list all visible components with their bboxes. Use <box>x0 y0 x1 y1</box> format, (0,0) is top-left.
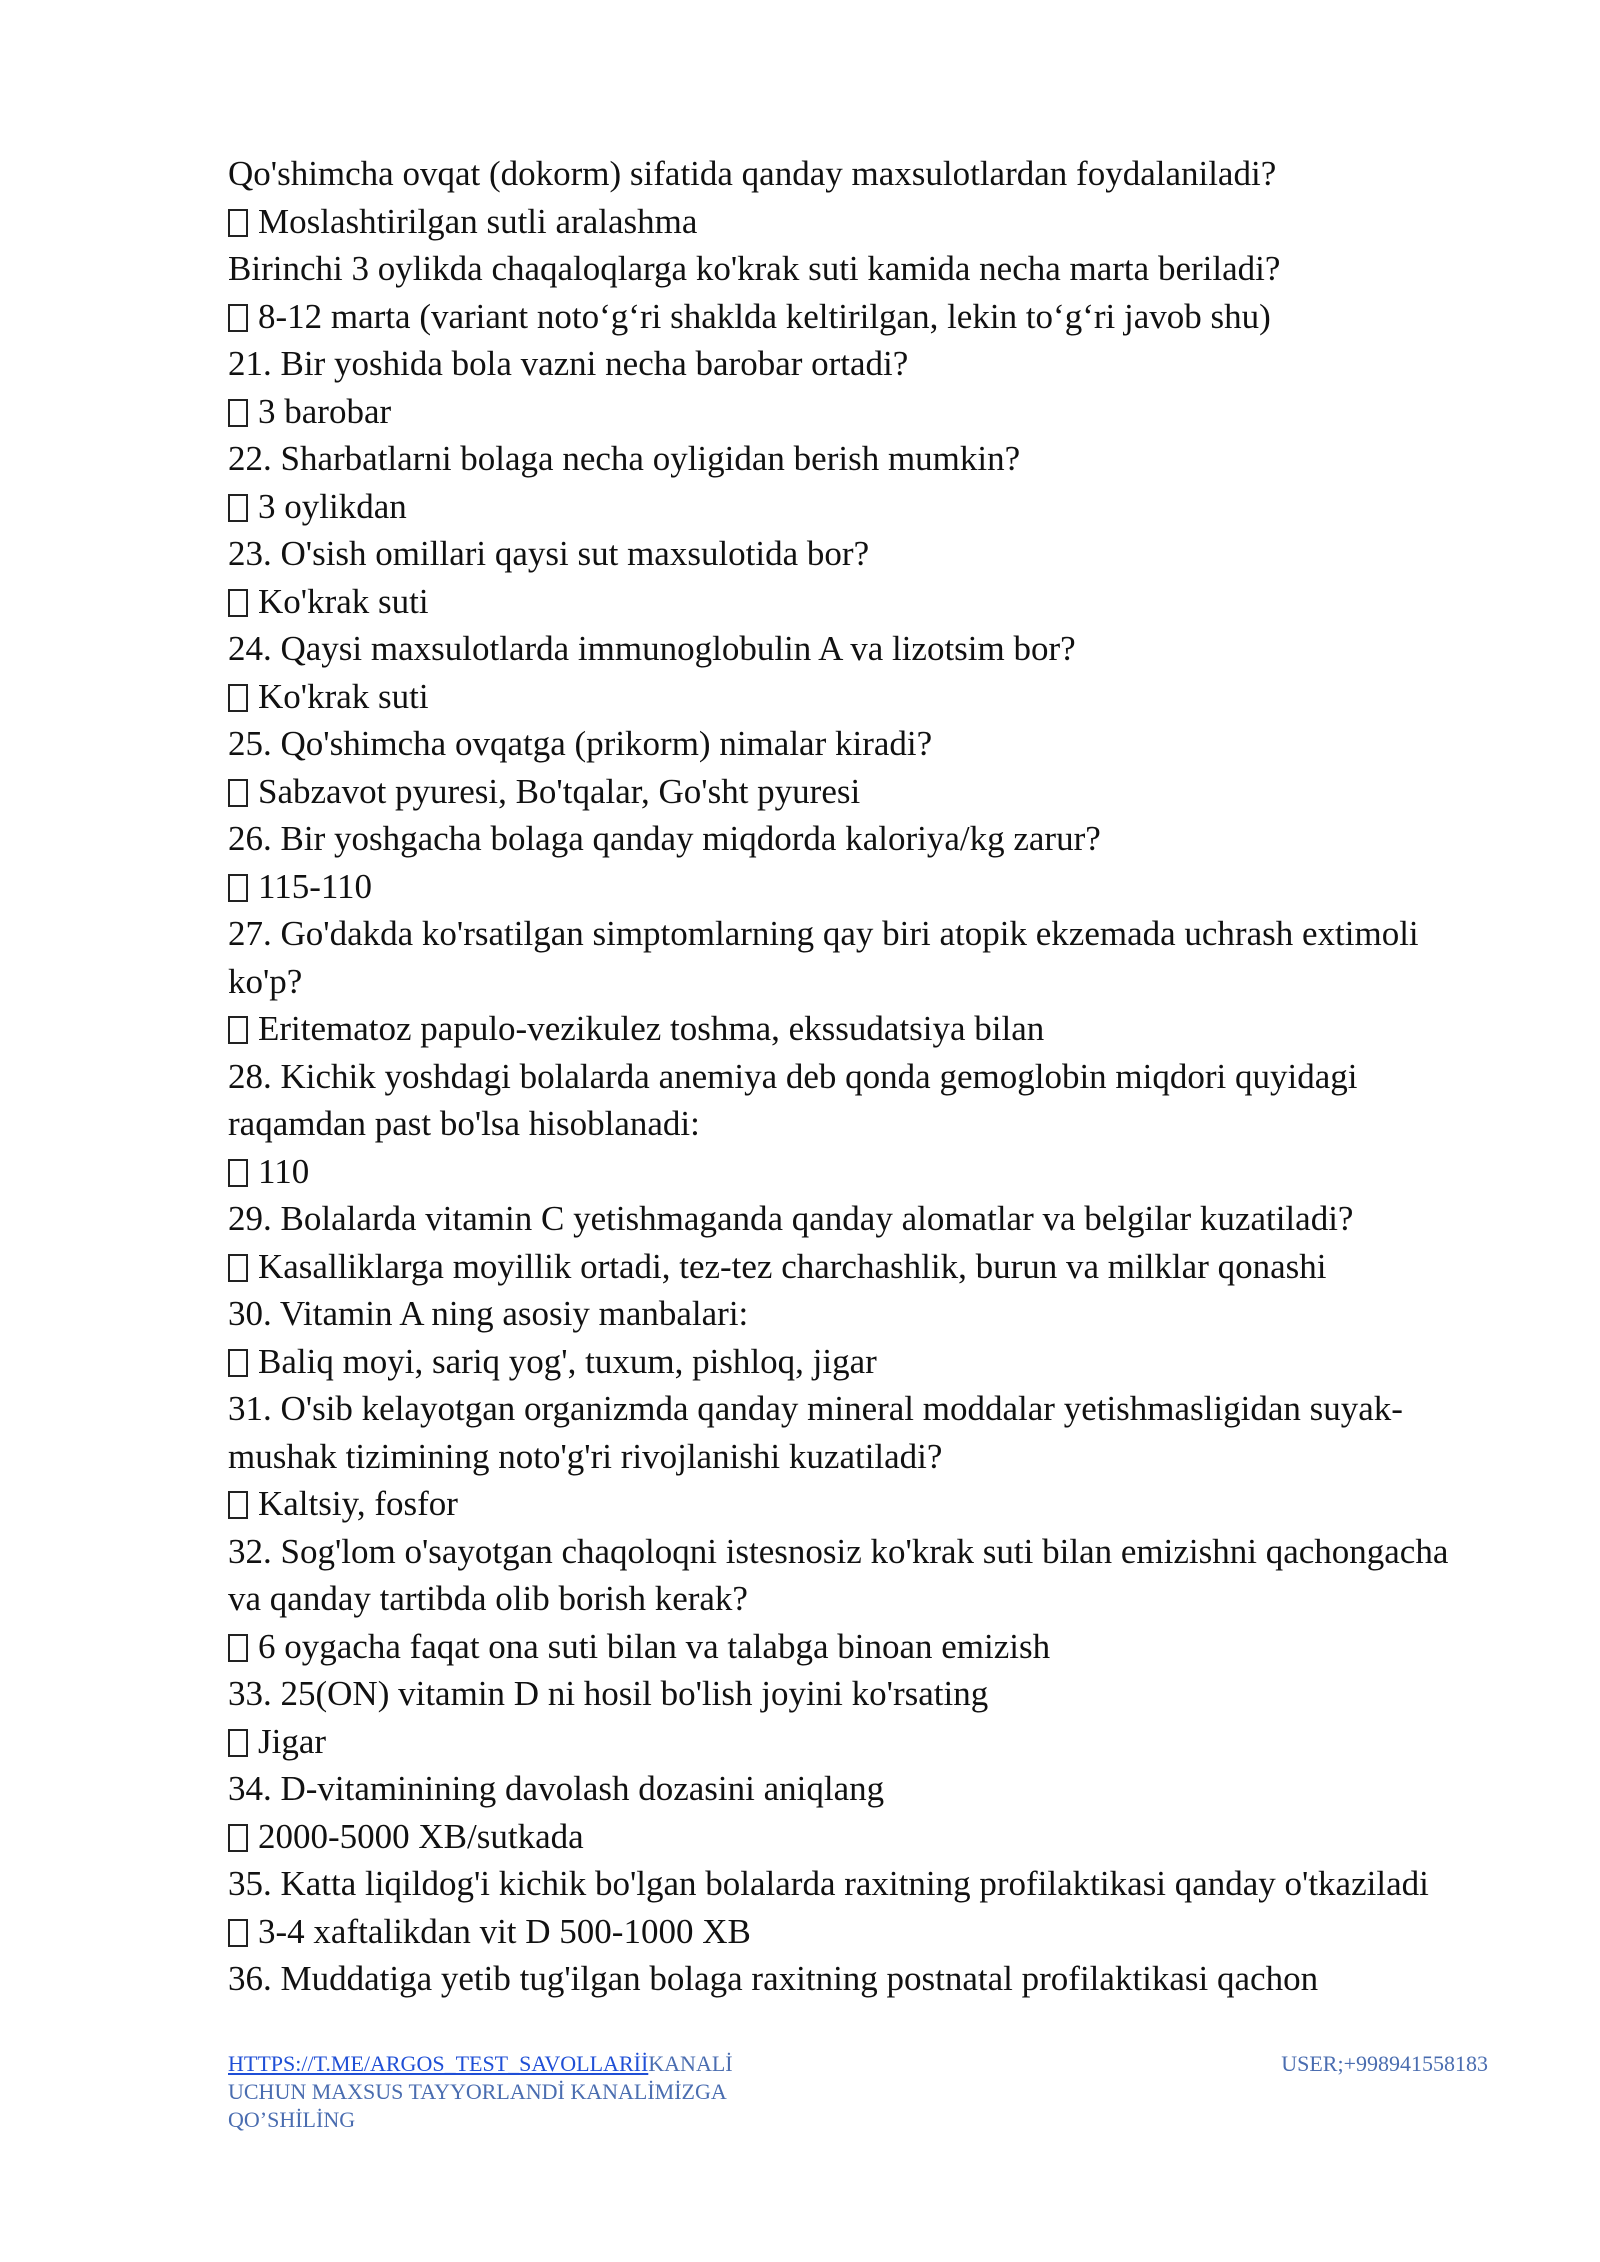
question-text: 36. Muddatiga yetib tug'ilgan bolaga raxitning postnatal profilaktikasi qachon <box>228 1959 1319 1998</box>
missing-glyph-box-icon <box>228 1729 248 1757</box>
answer-text: Baliq moyi, sariq yog', tuxum, pishloq, jigar <box>258 1341 877 1381</box>
question-text: 34. D-vitaminining davolash dozasini aniqlang <box>228 1769 885 1808</box>
question-text: 22. Sharbatlarni bolaga necha oyligidan berish mumkin? <box>228 439 1021 478</box>
question-text: 32. Sog'lom o'sayotgan chaqoloqni istesnosiz ko'krak suti bilan emizishni qachongacha va qanday tartibda olib borish kerak? <box>228 1531 1449 1618</box>
missing-glyph-box-icon <box>228 209 248 237</box>
answer-row <box>228 1623 1468 1671</box>
question-text: 26. Bir yoshgacha bolaga qanday miqdorda kaloriya/kg zarur? <box>228 819 1101 858</box>
document-body <box>228 150 1468 2003</box>
answer-row <box>228 198 1468 246</box>
answer-text: Ko'krak suti <box>258 581 429 621</box>
missing-glyph-box-icon <box>228 779 248 807</box>
answer-row <box>228 1005 1468 1053</box>
answer-row <box>228 1813 1468 1861</box>
footer-user-contact: USER;+998941558183 <box>1281 2051 1488 2076</box>
footer-channel-text: KANALİ UCHUN MAXSUS TAYYORLANDİ KANALİMİZGA QO’SHİLİNG <box>228 2051 733 2132</box>
question-text: 25. Qo'shimcha ovqatga (prikorm) nimalar kiradi? <box>228 724 933 763</box>
missing-glyph-box-icon <box>228 589 248 617</box>
answer-text: Kaltsiy, fosfor <box>258 1484 458 1523</box>
answer-text: 110 <box>258 1151 310 1191</box>
missing-glyph-box-icon <box>228 1634 248 1662</box>
missing-glyph-box-icon <box>228 399 248 427</box>
question-text: 23. O'sish omillari qaysi sut maxsulotida bor? <box>228 534 870 573</box>
answer-text: 6 oygacha faqat ona suti bilan va talabga binoan emizish <box>258 1626 1051 1666</box>
answer-text: 2000-5000 XB/sutkada <box>258 1816 584 1856</box>
answer-text: Jigar <box>258 1721 327 1761</box>
missing-glyph-box-icon <box>228 1824 248 1852</box>
question-text: 24. Qaysi maxsulotlarda immunoglobulin A va lizotsim bor? <box>228 629 1076 668</box>
telegram-link[interactable]: HTTPS://T.ME/ARGOS_TEST_SAVOLLARİİ <box>228 2051 649 2076</box>
missing-glyph-box-icon <box>228 494 248 522</box>
missing-glyph-box-icon <box>228 1491 248 1519</box>
question-text: 33. 25(ON) vitamin D ni hosil bo'lish joyini ko'rsating <box>228 1674 989 1713</box>
question-text: 27. Go'dakda ko'rsatilgan simptomlarning qay biri atopik ekzemada uchrash extimoli ko'p? <box>228 914 1419 1001</box>
answer-row <box>228 293 1468 341</box>
answer-text: Kasalliklarga moyillik ortadi, tez-tez charchashlik, burun va milklar qonashi <box>258 1246 1327 1286</box>
missing-glyph-box-icon <box>228 874 248 902</box>
question-text: 28. Kichik yoshdagi bolalarda anemiya deb qonda gemoglobin miqdori quyidagi raqamdan past bo'lsa hisoblanadi: <box>228 1056 1358 1143</box>
question-text: 21. Bir yoshida bola vazni necha barobar ortadi? <box>228 344 909 383</box>
answer-row <box>228 673 1468 721</box>
missing-glyph-box-icon <box>228 1159 248 1187</box>
answer-row <box>228 578 1468 626</box>
answer-row <box>228 1338 1468 1386</box>
answer-row <box>228 1480 1468 1528</box>
answer-text: Ko'krak suti <box>258 676 429 716</box>
missing-glyph-box-icon <box>228 684 248 712</box>
question-text: 31. O'sib kelayotgan organizmda qanday mineral moddalar yetishmasligidan suyak-mushak tizimining noto'g'ri rivojlanishi kuzatiladi? <box>228 1389 1403 1476</box>
answer-text: Moslashtirilgan sutli aralashma <box>258 201 698 241</box>
question-text: Birinchi 3 oylikda chaqaloqlarga ko'krak suti kamida necha marta beriladi? <box>228 249 1281 288</box>
question-text: 35. Katta liqildog'i kichik bo'lgan bolalarda raxitning profilaktikasi qanday o'tkaziladi <box>228 1864 1429 1903</box>
answer-text: 3 barobar <box>258 391 392 431</box>
answer-row <box>228 483 1468 531</box>
answer-row <box>228 1243 1468 1291</box>
answer-row <box>228 1148 1468 1196</box>
question-text: 30. Vitamin A ning asosiy manbalari: <box>228 1294 749 1333</box>
answer-text: Sabzavot pyuresi, Bo'tqalar, Go'sht pyuresi <box>258 771 861 811</box>
missing-glyph-box-icon <box>228 1254 248 1282</box>
answer-text: 8-12 marta (variant noto‘g‘ri shaklda keltirilgan, lekin to‘g‘ri javob shu) <box>258 296 1271 336</box>
answer-text: Eritematoz papulo-vezikulez toshma, ekssudatsiya bilan <box>258 1009 1045 1048</box>
missing-glyph-box-icon <box>228 304 248 332</box>
question-text: 29. Bolalarda vitamin C yetishmaganda qanday alomatlar va belgilar kuzatiladi? <box>228 1199 1354 1238</box>
answer-row <box>228 1908 1468 1956</box>
footer-left <box>228 2050 808 2134</box>
answer-text: 3 oylikdan <box>258 486 407 526</box>
missing-glyph-box-icon <box>228 1349 248 1377</box>
answer-row <box>228 1718 1468 1766</box>
answer-row <box>228 388 1468 436</box>
answer-row <box>228 863 1468 911</box>
answer-row <box>228 768 1468 816</box>
missing-glyph-box-icon <box>228 1016 248 1044</box>
question-text: Qo'shimcha ovqat (dokorm) sifatida qanday maxsulotlardan foydalaniladi? <box>228 154 1277 193</box>
missing-glyph-box-icon <box>228 1919 248 1947</box>
answer-text: 115-110 <box>258 866 373 906</box>
answer-text: 3-4 xaftalikdan vit D 500-1000 XB <box>258 1911 751 1951</box>
